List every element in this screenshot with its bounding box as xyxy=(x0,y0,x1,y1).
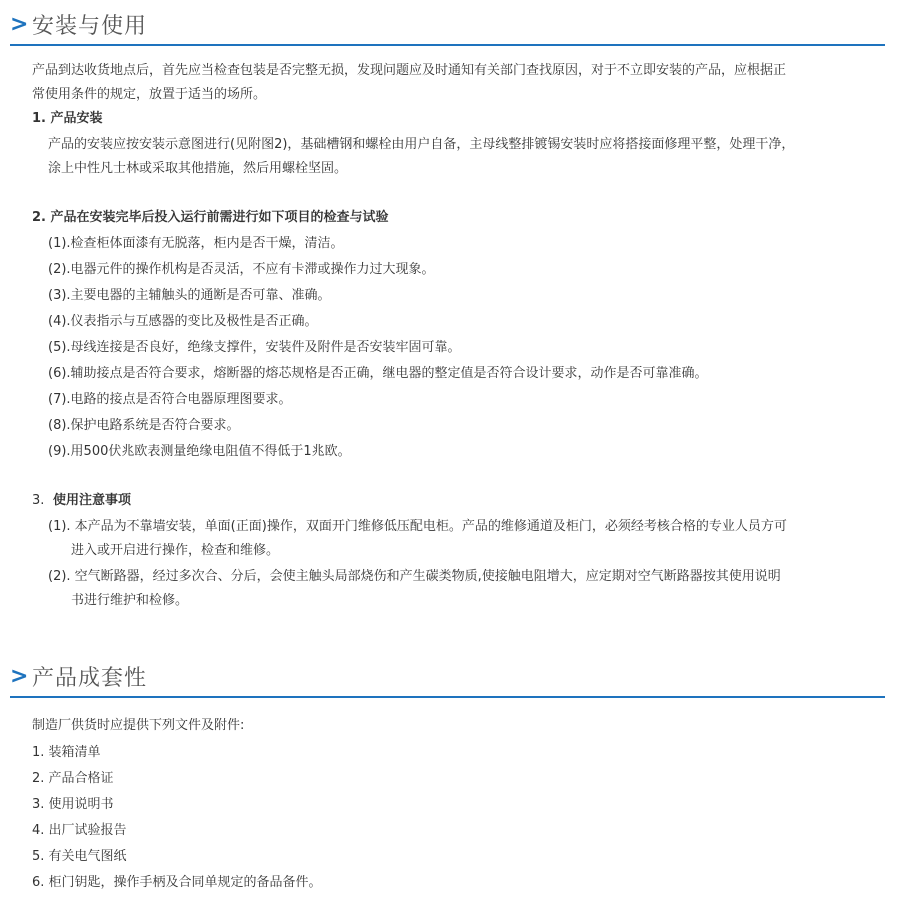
item2-title: 2. 产品在安装完毕后投入运行前需进行如下项目的检查与试验 xyxy=(32,210,389,225)
check-item-5: (5).母线连接是否良好，绝缘支撑件，安装件及附件是否安装牢固可靠。 xyxy=(48,340,461,355)
notice-line-3: (2). 空气断路器，经过多次合、分后，会使主触头局部烧伤和产生碳类物质,使接触电阻增大，应定期对空气断路器按其使用说明 xyxy=(48,569,781,584)
chevron-right-icon: > xyxy=(10,12,29,37)
package-item-4: 4. 出厂试验报告 xyxy=(32,823,127,838)
check-item-2: (2).电器元件的操作机构是否灵活，不应有卡滞或操作力过大现象。 xyxy=(48,262,435,277)
check-item-1: (1).检查柜体面漆有无脱落，柜内是否干燥，清洁。 xyxy=(48,236,344,251)
package-item-6: 6. 柜门钥匙，操作手柄及合同单规定的备品备件。 xyxy=(32,875,322,890)
notice-line-1: (1). 本产品为不靠墙安装，单面(正面)操作，双面开门维修低压配电柜。产品的维修通道及柜门，必须经考核合格的专业人员方可 xyxy=(48,519,787,534)
check-item-6: (6).辅助接点是否符合要求，熔断器的熔芯规格是否正确，继电器的整定值是否符合设计要求，动作是否可靠准确。 xyxy=(48,366,708,381)
chevron-right-icon: > xyxy=(10,664,29,689)
notice-line-4: 书进行维护和检修。 xyxy=(71,593,189,608)
item1-line-2: 涂上中性凡士林或采取其他措施，然后用螺栓坚固。 xyxy=(48,161,348,176)
item3-title: 使用注意事项 xyxy=(53,493,132,508)
item1-line-1: 产品的安装应按安装示意图进行(见附图2)，基础槽钢和螺栓由用户自备，主母线整排镀锡安装时应将搭接面修理平整，处理干净， xyxy=(48,137,795,152)
check-item-7: (7).电路的接点是否符合电器原理图要求。 xyxy=(48,392,292,407)
install-intro-line-2: 常使用条件的规定，放置于适当的场所。 xyxy=(32,87,267,102)
package-item-2: 2. 产品合格证 xyxy=(32,771,114,786)
section-title-install: 安装与使用 xyxy=(32,14,148,39)
check-item-8: (8).保护电路系统是否符合要求。 xyxy=(48,418,240,433)
package-item-5: 5. 有关电气图纸 xyxy=(32,849,127,864)
package-intro: 制造厂供货时应提供下列文件及附件: xyxy=(32,718,245,733)
item3-number: 3. xyxy=(32,493,45,508)
section-header-install xyxy=(10,8,885,46)
item1-title: 1. 产品安装 xyxy=(32,111,103,126)
notice-line-2: 进入或开启进行操作，检查和维修。 xyxy=(71,543,280,558)
section-header-package xyxy=(10,660,885,698)
check-item-9: (9).用500伏兆欧表测量绝缘电阻值不得低于1兆欧。 xyxy=(48,444,351,459)
package-item-3: 3. 使用说明书 xyxy=(32,797,114,812)
package-item-1: 1. 装箱清单 xyxy=(32,745,101,760)
install-intro-line-1: 产品到达收货地点后，首先应当检查包装是否完整无损，发现问题应及时通知有关部门查找原因，对于不立即安装的产品，应根据正 xyxy=(32,63,787,78)
check-item-4: (4).仪表指示与互感器的变比及极性是否正确。 xyxy=(48,314,318,329)
section-title-package: 产品成套性 xyxy=(32,666,148,691)
check-item-3: (3).主要电器的主辅触头的通断是否可靠、准确。 xyxy=(48,288,331,303)
